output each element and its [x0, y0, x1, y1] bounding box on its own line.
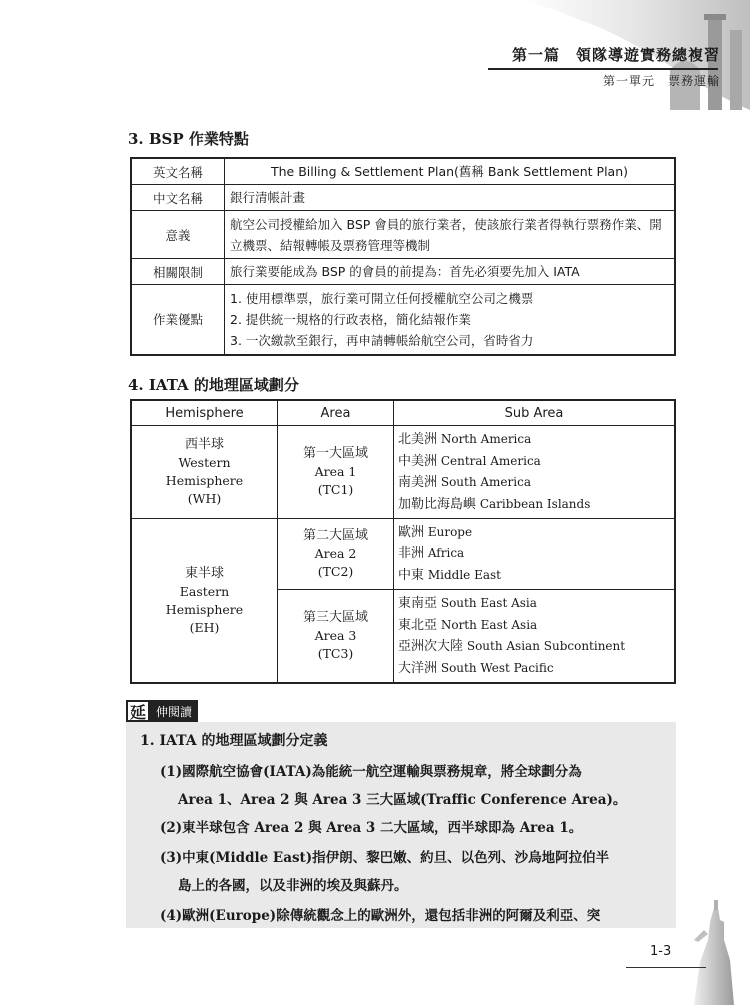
bsp-table — [130, 157, 676, 356]
list-item: 1. 使用標準票，旅行業可開立任何授權航空公司之機票 — [230, 290, 534, 306]
list-item: 亞洲次大陸 South Asian Subcontinent — [398, 639, 626, 654]
area-code: (TC1) — [317, 482, 354, 497]
list-item: 南美洲 South America — [398, 475, 531, 490]
row-value: The Billing & Settlement Plan(舊稱 Bank Settlement Plan) — [225, 158, 676, 185]
list-item: 北美洲 North America — [398, 432, 532, 447]
row-label: 相關限制 — [131, 259, 225, 285]
column-header: Area — [278, 400, 394, 426]
table-header-row — [131, 400, 675, 426]
advantages-list — [225, 285, 676, 355]
list-item: 東北亞 North East Asia — [398, 617, 538, 633]
extended-reading-badge — [126, 700, 198, 722]
table-row — [131, 185, 675, 211]
row-value: 航空公司授權給加入 BSP 會員的旅行業者，使該旅行業者得執行票務作業、開立機票、結報轉帳及票務管理等機制 — [225, 211, 676, 259]
table-row — [131, 211, 675, 259]
list-item: 2. 提供統一規格的行政表格，簡化結報作業 — [230, 311, 471, 327]
table-row — [131, 158, 675, 185]
area-code: (TC3) — [317, 646, 354, 661]
area-code: (TC2) — [317, 564, 354, 579]
header-divider — [488, 68, 718, 70]
list-item: 非洲 Africa — [398, 546, 465, 562]
statue-of-liberty-image — [664, 900, 750, 1005]
table-row — [131, 519, 675, 590]
area-name: Area 3 — [314, 628, 357, 643]
row-label: 英文名稱 — [131, 158, 225, 185]
list-item: 3. 一次繳款至銀行，再申請轉帳給航空公司，省時省力 — [230, 332, 534, 348]
badge-label: 伸閱讀 — [150, 700, 198, 722]
hemisphere-abbr: (EH) — [189, 619, 220, 635]
iata-area-table — [130, 399, 676, 684]
sub-area-cell — [394, 519, 676, 590]
table-row — [131, 259, 675, 285]
hemisphere-en: Hemisphere — [165, 473, 244, 488]
hemisphere-zh: 西半球 — [184, 437, 224, 452]
paragraph-line: (3)中東(Middle East)指伊朗、黎巴嫩、約旦、以色列、沙烏地阿拉伯半 — [160, 850, 610, 866]
extended-heading: 1. IATA 的地理區域劃分定義 — [140, 733, 328, 749]
area-cell — [278, 426, 394, 519]
column-header: Hemisphere — [131, 400, 278, 426]
paragraph-line: 島上的各國，以及非洲的埃及與蘇丹。 — [178, 878, 408, 894]
list-item: 歐洲 Europe — [398, 524, 473, 540]
column-header: Sub Area — [394, 400, 676, 426]
list-item: 加勒比海島嶼 Caribbean Islands — [398, 496, 591, 512]
chapter-title: 第一篇 領隊導遊實務總複習 — [511, 46, 720, 64]
footer-divider — [626, 967, 706, 968]
hemisphere-zh: 東半球 — [184, 565, 224, 581]
table-row — [131, 426, 675, 519]
unit-subtitle: 第一單元 票務運輸 — [602, 74, 720, 88]
table-row — [131, 285, 675, 355]
hemisphere-cell — [131, 519, 278, 684]
list-item: 中東 Middle East — [398, 567, 501, 583]
paragraph-line: Area 1、Area 2 與 Area 3 三大區域(Traffic Conference Area)。 — [178, 792, 627, 808]
row-label: 中文名稱 — [131, 185, 225, 211]
badge-big-char: 延 — [126, 700, 150, 722]
list-item: 東南亞 South East Asia — [398, 596, 537, 611]
section-4-title: 4. IATA 的地理區域劃分 — [128, 376, 299, 394]
hemisphere-en: Hemisphere — [165, 601, 244, 617]
list-item: 大洋洲 South West Pacific — [398, 660, 554, 676]
page-number: 1-3 — [650, 944, 672, 959]
hemisphere-en: Eastern — [179, 583, 230, 599]
hemisphere-en: Western — [178, 455, 231, 470]
area-zh: 第一大區域 — [302, 446, 368, 461]
paragraph-line: (2)東半球包含 Area 2 與 Area 3 二大區域，西半球即為 Area 1。 — [160, 820, 583, 836]
area-zh: 第二大區域 — [302, 528, 368, 543]
list-item: 中美洲 Central America — [398, 453, 541, 469]
area-zh: 第三大區域 — [302, 610, 368, 625]
area-cell — [278, 590, 394, 684]
area-name: Area 2 — [314, 546, 357, 561]
paragraph-line: (4)歐洲(Europe)除傳統觀念上的歐洲外，還包括非洲的阿爾及利亞、突 — [160, 908, 601, 924]
area-cell — [278, 519, 394, 590]
section-3-title: 3. BSP 作業特點 — [128, 130, 249, 148]
hemisphere-abbr: (WH) — [187, 491, 222, 506]
row-label: 意義 — [131, 211, 225, 259]
area-name: Area 1 — [314, 464, 357, 479]
hemisphere-cell — [131, 426, 278, 519]
row-value: 銀行清帳計畫 — [225, 185, 676, 211]
sub-area-cell — [394, 426, 676, 519]
row-value: 旅行業要能成為 BSP 的會員的前提為：首先必須要先加入 IATA — [225, 259, 676, 285]
row-label: 作業優點 — [131, 285, 225, 355]
sub-area-cell — [394, 590, 676, 684]
paragraph-line: (1)國際航空協會(IATA)為能統一航空運輸與票務規章，將全球劃分為 — [160, 764, 582, 780]
